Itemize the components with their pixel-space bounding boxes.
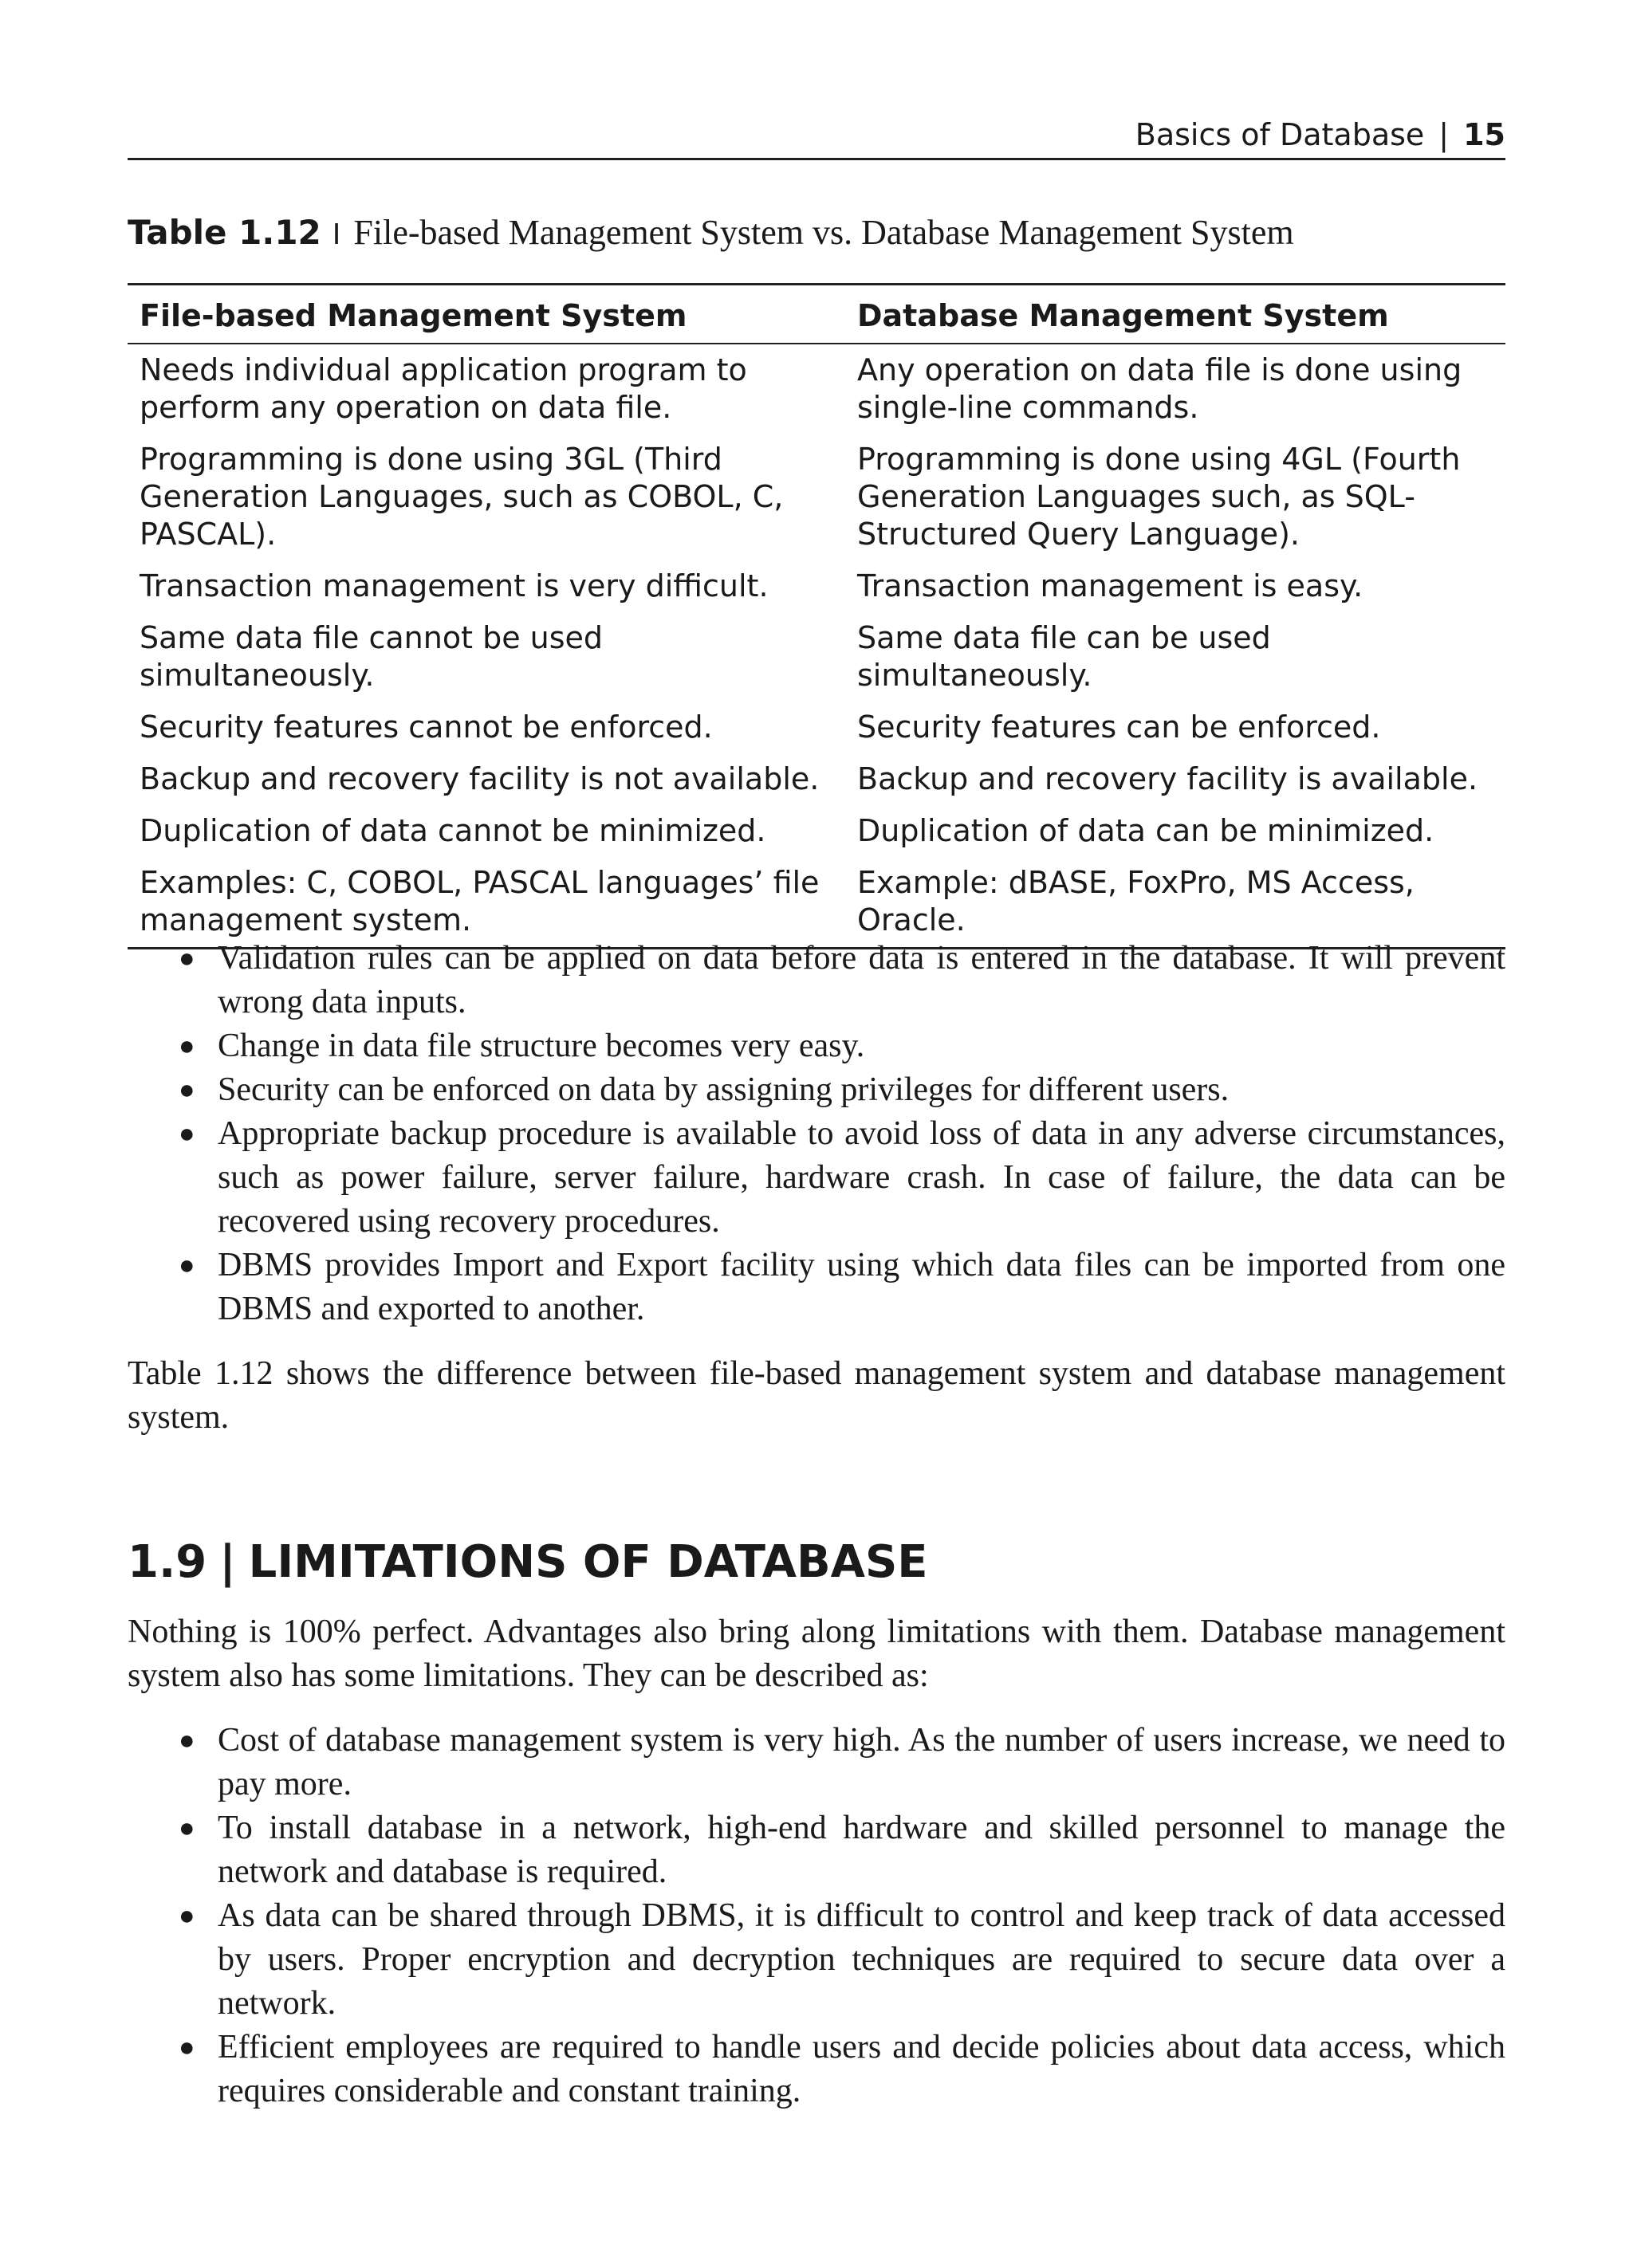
table-label: Table 1.12 (128, 213, 321, 252)
table-row (128, 857, 1505, 949)
header-separator: | (1438, 117, 1450, 152)
table-cell: Example: dBASE, FoxPro, MS Access, Oracle. (845, 857, 1505, 949)
section-title: LIMITATIONS OF DATABASE (248, 1536, 928, 1588)
table-title: File-based Management System vs. Database Management System (353, 213, 1294, 252)
table-cell: Programming is done using 4GL (Fourth Generation Languages such, as SQL-Structured Query Language). (857, 442, 1461, 552)
running-header (128, 112, 1505, 160)
column-header-file-based: File-based Management System (128, 285, 845, 344)
table-cell: Same data file cannot be used simultaneously. (140, 620, 604, 693)
table-cell: Same data file can be used simultaneously. (857, 620, 1271, 693)
table-cell: Programming is done using 3GL (Third Generation Languages, such as COBOL, C, PASCAL). (140, 442, 784, 552)
table-cell: Needs individual application program to perform any operation on data file. (140, 352, 747, 425)
table-row (128, 753, 1505, 805)
list-item: ● Cost of database management system is very high. As the number of users increase, we need to pay more. (128, 1719, 1505, 1806)
column-header-dbms: Database Management System (845, 285, 1505, 344)
list-item: ● To install database in a network, high-end hardware and skilled personnel to manage the network and database is required. (128, 1806, 1505, 1894)
table-row (128, 560, 1505, 612)
limitations-block (128, 1610, 1505, 2113)
table-reference-paragraph: Table 1.12 shows the difference between file-based management system and database management system. (128, 1355, 1505, 1436)
table-caption (128, 209, 1505, 259)
table-row (128, 434, 1505, 560)
section-heading (128, 1535, 1505, 1590)
list-item: ● DBMS provides Import and Export facility using which data files can be imported from one DBMS and exported to another. (128, 1244, 1505, 1331)
list-item: ● Efficient employees are required to handle users and decide policies about data access, which requires considerable and constant training. (128, 2026, 1505, 2113)
table-cell: Transaction management is very difficult. (140, 568, 769, 603)
advantages-list (128, 937, 1505, 1331)
list-item: ● As data can be shared through DBMS, it is difficult to control and keep track of data accessed by users. Proper encryption and decryption techniques are required to secure data over a network. (128, 1894, 1505, 2026)
advantages-block (128, 937, 1505, 1440)
list-item: ● Appropriate backup procedure is available to avoid loss of data in any adverse circumstances, such as power failure, server failure, hardware crash. In case of failure, the data can be recovered using recovery procedures. (128, 1112, 1505, 1244)
list-item: ● Validation rules can be applied on data before data is entered in the database. It will prevent wrong data inputs. (128, 937, 1505, 1024)
table-cell: Security features can be enforced. (857, 709, 1381, 745)
caption-separator: I (332, 218, 341, 251)
table-cell: Transaction management is easy. (857, 568, 1363, 603)
table-row (128, 344, 1505, 434)
table-row (128, 612, 1505, 702)
section-intro-paragraph: Nothing is 100% perfect. Advantages also bring along limitations with them. Database management system also has some limitations. They can be described as: (128, 1614, 1505, 1694)
table-cell: Duplication of data can be minimized. (857, 813, 1434, 848)
section-number: 1.9 (128, 1536, 207, 1588)
table-cell: Any operation on data file is done using single-line commands. (857, 352, 1462, 425)
table-header-row (128, 285, 1505, 344)
page-number: 15 (1463, 117, 1505, 152)
table-cell: Security features cannot be enforced. (140, 709, 713, 745)
table-cell: Backup and recovery facility is available. (857, 761, 1478, 796)
table-cell: Examples: C, COBOL, PASCAL languages’ file management system. (128, 857, 845, 949)
table-cell: Duplication of data cannot be minimized. (140, 813, 766, 848)
running-title: Basics of Database (1135, 117, 1425, 152)
section-separator: | (219, 1536, 236, 1588)
limitations-list (128, 1719, 1505, 2113)
table-row (128, 805, 1505, 857)
list-item: ● Change in data file structure becomes very easy. (128, 1024, 1505, 1068)
table-row (128, 702, 1505, 753)
list-item: ● Security can be enforced on data by assigning privileges for different users. (128, 1068, 1505, 1112)
table-cell: Backup and recovery facility is not available. (140, 761, 820, 796)
comparison-table (128, 283, 1505, 949)
